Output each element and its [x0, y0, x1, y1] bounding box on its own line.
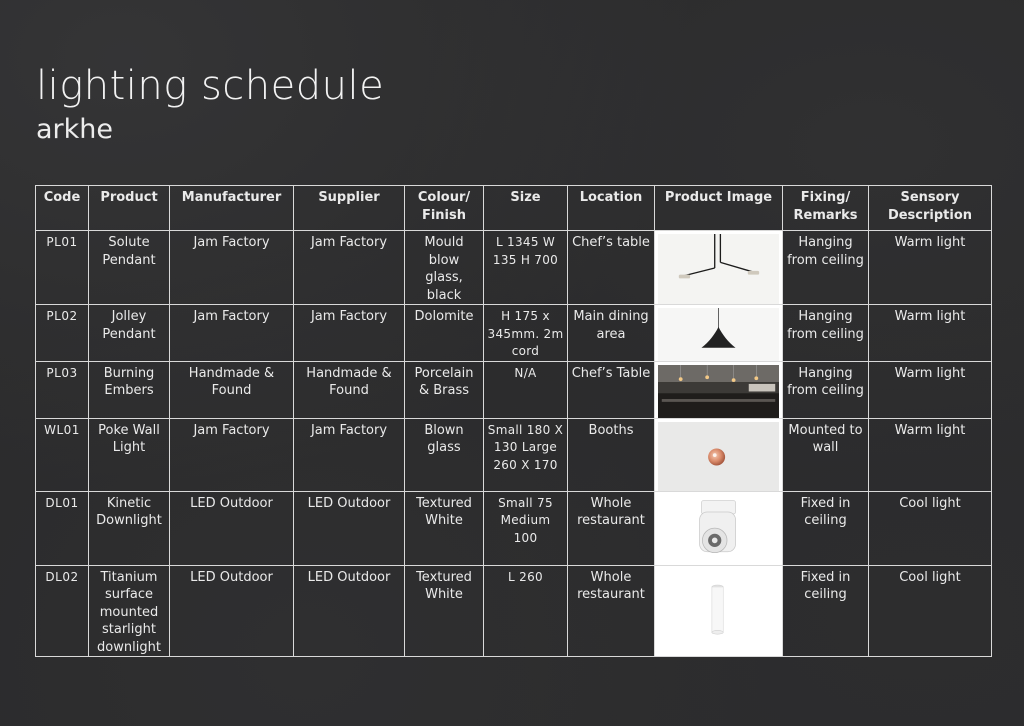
column-header-product-image: Product Image — [655, 186, 783, 231]
column-header-manufacturer: Manufacturer — [170, 186, 294, 231]
cell-size: L 1345 W 135 H 700 — [484, 231, 568, 305]
page-subtitle: arkhe — [36, 114, 114, 145]
cell-manufacturer: Jam Factory — [170, 231, 294, 305]
cell-size: H 175 x 345mm. 2m cord — [484, 305, 568, 362]
table-row — [36, 305, 992, 362]
table-row — [36, 231, 992, 305]
table-row — [36, 361, 992, 418]
cell-fixing: Fixed in ceiling — [783, 565, 869, 657]
cell-location: Chef’s Table — [568, 361, 655, 418]
cell-size: Small 75 Medium 100 — [484, 491, 568, 565]
burning-embers-image — [655, 361, 783, 418]
cell-fixing: Hanging from ceiling — [783, 361, 869, 418]
cell-code: PL03 — [36, 361, 89, 418]
cell-location: Booths — [568, 418, 655, 491]
column-header-sensory-description: Sensory Description — [869, 186, 992, 231]
cell-finish: Textured White — [405, 565, 484, 657]
cell-fixing: Fixed in ceiling — [783, 491, 869, 565]
cell-finish: Porcelain & Brass — [405, 361, 484, 418]
table-row — [36, 491, 992, 565]
cell-sensory: Cool light — [869, 491, 992, 565]
cell-supplier: LED Outdoor — [294, 491, 405, 565]
column-header-code: Code — [36, 186, 89, 231]
cell-supplier: Handmade & Found — [294, 361, 405, 418]
cell-size: N/A — [484, 361, 568, 418]
cell-finish: Blown glass — [405, 418, 484, 491]
cell-manufacturer: Handmade & Found — [170, 361, 294, 418]
cell-sensory: Warm light — [869, 231, 992, 305]
cell-fixing: Hanging from ceiling — [783, 305, 869, 362]
cell-manufacturer: Jam Factory — [170, 418, 294, 491]
cell-code: DL01 — [36, 491, 89, 565]
cell-code: PL02 — [36, 305, 89, 362]
cell-supplier: Jam Factory — [294, 418, 405, 491]
cell-location: Chef’s table — [568, 231, 655, 305]
cell-product: Burning Embers — [89, 361, 170, 418]
table-header-row — [36, 186, 992, 231]
jolley-pendant-image — [655, 305, 783, 362]
cell-supplier: Jam Factory — [294, 231, 405, 305]
solute-pendant-image — [655, 231, 783, 305]
cell-product: Jolley Pendant — [89, 305, 170, 362]
cell-code: PL01 — [36, 231, 89, 305]
column-header-product: Product — [89, 186, 170, 231]
column-header-size: Size — [484, 186, 568, 231]
cell-supplier: Jam Factory — [294, 305, 405, 362]
cell-code: DL02 — [36, 565, 89, 657]
table-row — [36, 418, 992, 491]
cell-manufacturer: Jam Factory — [170, 305, 294, 362]
cell-location: Whole restaurant — [568, 491, 655, 565]
titanium-downlight-image — [655, 565, 783, 657]
cell-product: Titanium surface mounted starlight downlight — [89, 565, 170, 657]
cell-fixing: Hanging from ceiling — [783, 231, 869, 305]
cell-fixing: Mounted to wall — [783, 418, 869, 491]
column-header-colour-finish: Colour/ Finish — [405, 186, 484, 231]
cell-sensory: Warm light — [869, 418, 992, 491]
cell-sensory: Warm light — [869, 305, 992, 362]
column-header-supplier: Supplier — [294, 186, 405, 231]
cell-product: Kinetic Downlight — [89, 491, 170, 565]
cell-location: Whole restaurant — [568, 565, 655, 657]
page-title: lighting schedule — [36, 63, 385, 109]
cell-size: Small 180 X 130 Large 260 X 170 — [484, 418, 568, 491]
cell-sensory: Cool light — [869, 565, 992, 657]
cell-sensory: Warm light — [869, 361, 992, 418]
cell-finish: Dolomite — [405, 305, 484, 362]
poke-wall-light-image — [655, 418, 783, 491]
cell-supplier: LED Outdoor — [294, 565, 405, 657]
cell-manufacturer: LED Outdoor — [170, 491, 294, 565]
cell-code: WL01 — [36, 418, 89, 491]
cell-location: Main dining area — [568, 305, 655, 362]
cell-size: L 260 — [484, 565, 568, 657]
cell-finish: Mould blow glass, black — [405, 231, 484, 305]
cell-product: Poke Wall Light — [89, 418, 170, 491]
cell-product: Solute Pendant — [89, 231, 170, 305]
column-header-location: Location — [568, 186, 655, 231]
cell-manufacturer: LED Outdoor — [170, 565, 294, 657]
table-row — [36, 565, 992, 657]
kinetic-downlight-image — [655, 491, 783, 565]
column-header-fixing-remarks: Fixing/ Remarks — [783, 186, 869, 231]
lighting-schedule-table — [35, 185, 992, 657]
cell-finish: Textured White — [405, 491, 484, 565]
